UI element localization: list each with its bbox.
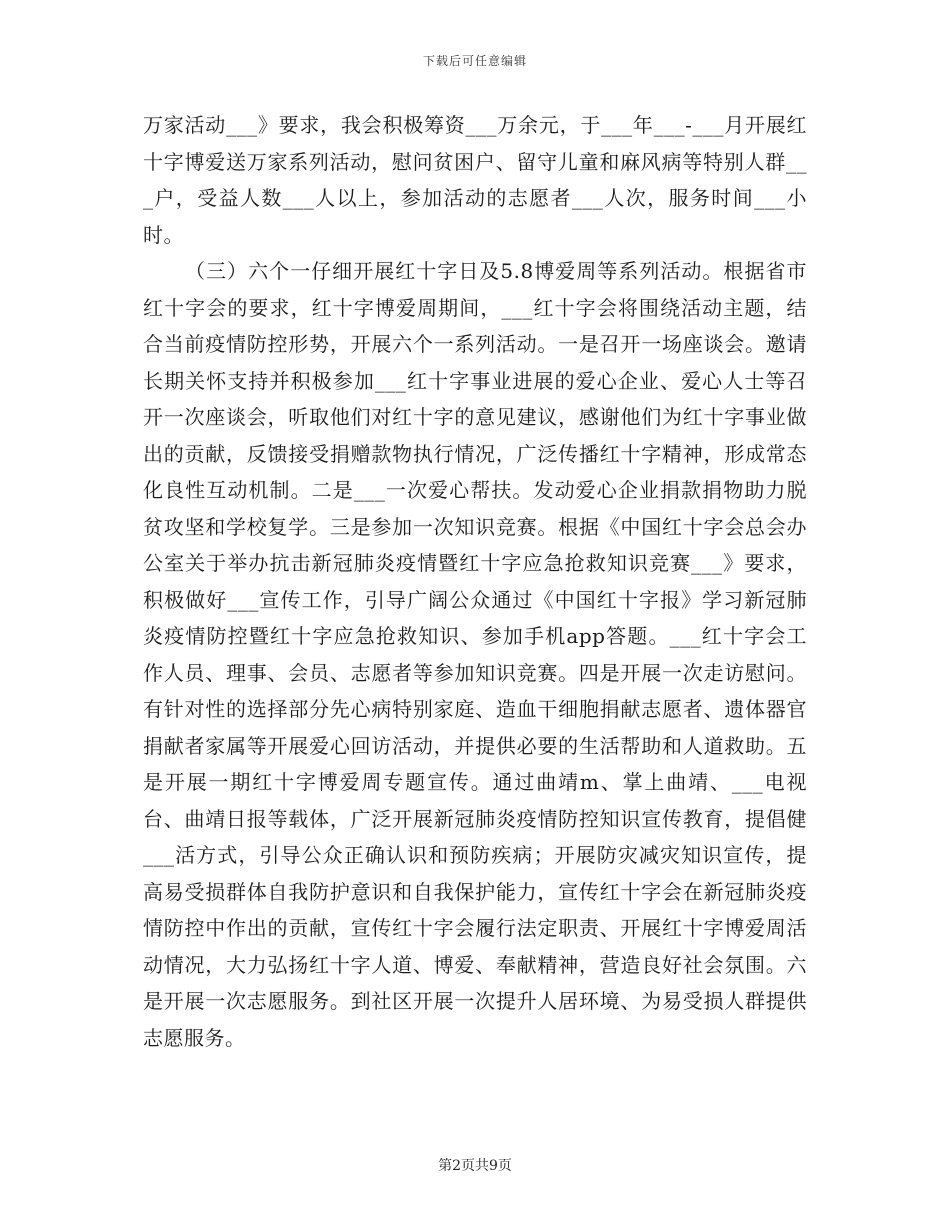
document-body — [143, 107, 807, 1056]
body-paragraph-continuation: 万家活动___》要求，我会积极筹资___万余元，于___年___-___月开展红十字博爱送万家系列活动，慰问贫困户、留守儿童和麻风病等特别人群___户，受益人数___人以上，参加活动的志愿者___人次，服务时间___小时。 — [143, 113, 807, 247]
page-number: 第2页共9页 — [438, 1158, 512, 1174]
page-header: 下载后可任意编辑 — [422, 54, 527, 68]
body-paragraph-section-3: （三）六个一仔细开展红十字日及5.8博爱周等系列活动。根据省市红十字会的要求，红十字博爱周期间，___红十字会将围绕活动主题，结合当前疫情防控形势，开展六个一系列活动。一是召开一场座谈会。邀请长期关怀支持并积极参加___红十字事业进展的爱心企业、爱心人士等召开一次座谈会，听取他们对红十字的意见建议，感谢他们为红十字事业做出的贡献，反馈接受捐赠款物执行情况，广泛传播红十字精神，形成常态化良性互动机制。二是___一次爱心帮扶。发动爱心企业捐款捐物助力脱贫攻坚和学校复学。三是参加一次知识竞赛。根据《中国红十字会总会办公室关于举办抗击新冠肺炎疫情暨红十字应急抢救知识竞赛___》要求，积极做好___宣传工作，引导广阔公众通过《中国红十字报》学习新冠肺炎疫情防控暨红十字应急抢救知识、参加手机app答题。___红十字会工作人员、理事、会员、志愿者等参加知识竞赛。四是开展一次走访慰问。有针对性的选择部分先心病特别家庭、造血干细胞捐献志愿者、遗体器官捐献者家属等开展爱心回访活动，并提供必要的生活帮助和人道救助。五是开展一期红十字博爱周专题宣传。通过曲靖m、掌上曲靖、___电视台、曲靖日报等载体，广泛开展新冠肺炎疫情防控知识宣传教育，提倡健___活方式，引导公众正确认识和预防疾病；开展防灾减灾知识宣传，提高易受损群体自我防护意识和自我保护能力，宣传红十字会在新冠肺炎疫情防控中作出的贡献，宣传红十字会履行法定职责、开展红十字博爱周活动情况，大力弘扬红十字人道、博爱、奉献精神，营造良好社会氛围。六是开展一次志愿服务。到社区开展一次提升人居环境、为易受损人群提供志愿服务。 — [143, 259, 807, 1050]
